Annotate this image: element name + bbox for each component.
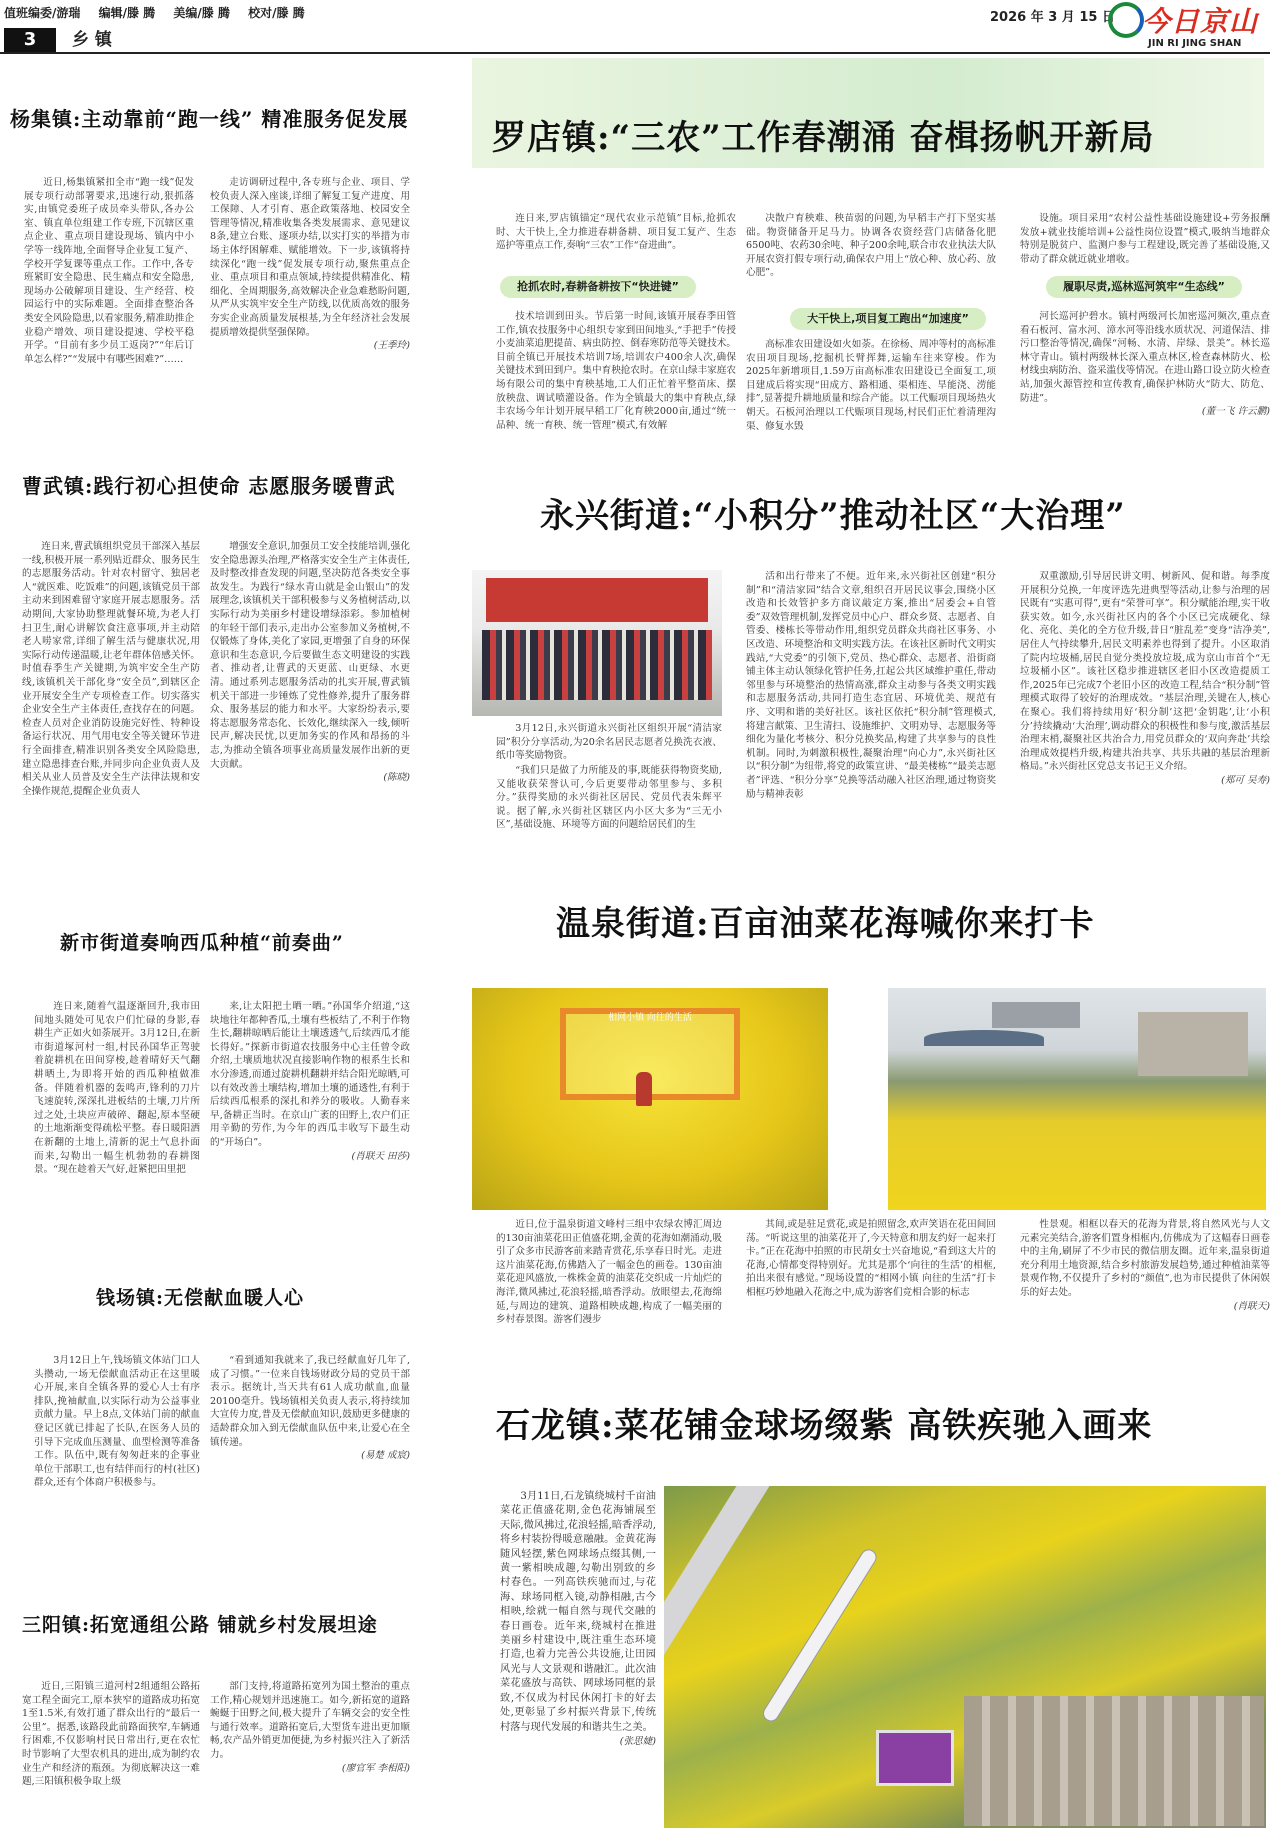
article-body (1020, 212, 1270, 274)
article-body (496, 764, 722, 858)
article-title-yongxing: 永兴街道:“小积分”推动社区“大治理” (540, 496, 1126, 536)
body-text: 近日,位于温泉街道文峰村三组中农绿农博汇周边的130亩油菜花田正值盛花期,金黄的花海如潮涌动,吸引了众多市民游客前来踏青赏花,乐享春日时光。走进这片油菜花海,仿佛踏入了一幅金色的画卷。130亩油菜花迎风盛放,一株株金黄的油菜花交织成一片灿烂的海洋,微风拂过,花浪轻摇,暗香浮动。放眼望去,花海绵延,与周边的建筑、道路相映成趣,构成了一幅美丽的乡村春景图。游客们漫步 (496, 1219, 722, 1326)
article-title-yangji: 杨集镇:主动靠前“跑一线” 精准服务促发展 (10, 107, 409, 131)
subhead: 履职尽责,巡林巡河筑牢“生态线” (1046, 276, 1242, 298)
byline: (肖联天) (1233, 1300, 1270, 1312)
byline: (廖官军 李相阳) (341, 1762, 410, 1774)
article-body (496, 1218, 722, 1342)
bullet-train (760, 1546, 880, 1724)
body-text: 性景观。相框以春天的花海为背景,将自然风光与人文元素完美结合,游客们置身相框内,仿佛成为了这幅春日画卷中的主角,刷屏了不少市民的微信朋友圈。近年来,温泉街道充分利用土地资源,结合乡村旅游发展趋势,通过种植油菜等景观作物,不仅提升了乡村的“颜值”,也为市民提供了休闲娱乐的好去处。 (1020, 1219, 1270, 1298)
article-body (496, 212, 736, 252)
body-text: 其间,或是驻足赏花,或是拍照留念,欢声笑语在花田间回荡。“听说这里的油菜花开了,今天特意和朋友约好一起来打卡。”正在花海中拍照的市民胡女士兴奋地说,“看到这大片的花海,心情都变得特别好。尤其是那个‘向往的生活’的相框,拍出来很有感觉。”现场设置的“相网小镇 向往的生活”打卡相框巧妙地融入花海之中,成为游客们竞相合影的标志 (746, 1219, 996, 1298)
article-title-sanyang: 三阳镇:拓宽通组公路 铺就乡村发展坦途 (22, 1614, 378, 1636)
subhead: 抢抓农时,春耕备耕按下“快进键” (500, 276, 696, 298)
body-text: 高标准农田建设如火如荼。在徐杨、周冲等村的高标准农田项目现场,挖掘机长臂挥舞,运输车往来穿梭。作为2025年新增项目,1.59万亩高标准农田建设已全面复工,项目建成后将实现“田成方、路相通、渠相连、旱能浇、涝能排”,显著提升耕地质量和综合产能。以工代赈项目现场热火朝天。石板河治理以工代赈项目现场,村民们正忙着清理沟渠、修复水毁 (746, 339, 996, 432)
subhead: 大干快上,项目复工跑出“加速度” (790, 308, 986, 330)
article-title-xinshi: 新市街道奏响西瓜种植“前奏曲” (60, 932, 344, 954)
article-body (746, 212, 996, 304)
red-banner (486, 578, 708, 622)
art-editor: 美编/滕 腾 (173, 6, 230, 20)
stadium-roof (924, 1030, 1044, 1046)
issue-date: 2026 年 3 月 15 日 (990, 10, 1115, 25)
body-text: 部门支持,将道路拓宽列为国土整治的重点工作,精心规划并迅速施工。如今,新拓宽的道路蜿蜒于田野之间,极大提升了车辆交会的安全性与通行效率。道路拓宽后,大型货车进出更加顺畅,农产品外销更加便捷,为乡村振兴注入了新活力。 (210, 1681, 410, 1760)
article-title-shilong: 石龙镇:菜花铺金球场缀紫 高铁疾驰入画来 (496, 1406, 1153, 1446)
body-text: “看到通知我就来了,我已经献血好几年了,成了习惯。”一位来自钱场财政分局的党员干部表示。据统计,当天共有61人成功献血,血量20100毫升。钱场镇相关负责人表示,将持续加大宣传力度,普及无偿献血知识,鼓励更多健康的适龄群众加入到无偿献血队伍中来,让爱心在全镇传递。 (210, 1355, 410, 1448)
article-body (746, 570, 996, 858)
proofreader: 校对/滕 腾 (248, 6, 305, 20)
buildings (992, 1002, 1080, 1028)
body-text: 近日,杨集镇紧扣全市“跑一线”促发展专项行动部署要求,迅速行动,狠抓落实,由镇党委班子成员牵头带队,各办公室、镇直单位组建工作专班,下沉辖区重点企业、重点项目建设现场、镇内中小学等一线阵地,全面督导企业复工复产、学校开学复课等重点工作。工作中,各专班紧盯安全隐患、民生痛点和安全隐患,现场办公破解项目建设、生产经营、校园运行中的实际难题。全面排查整治各类安全风险隐患,以看家服务,精准助推企业稳产增效、项目建设提速、学校平稳开学。“目前有多少员工返岗?”“年后订单怎么样?”“发展中有哪些困难?”…… (24, 177, 194, 365)
article-body (34, 1354, 200, 1554)
article-body (746, 338, 996, 454)
article-body (500, 1490, 656, 1826)
body-text: 活和出行带来了不便。近年来,永兴街社区创建“积分制”和“清洁家园”结合文章,组织召开居民议事会,围绕小区改造和长效管护多方商议敲定方案,推出“居委会+自管委”双效管理机制,发挥党员中心户、群众乡贤、志愿者、自管委、楼栋长等带动作用,组织党员群众共商社区事务、小区改造、环境整治和文明实践方法。在该社区新时代文明实践站,“大党委”的引领下,党员、热心群众、志愿者、沿街商铺主体主动认领绿化管护任务,扛起公共区域维护重任,带动邻里参与环境整治的热情高涨,群众主动参与各类文明实践和志愿服务活动,共同打造生态宜居、环境优美、规范有序、文明和谐的美好社区。该社区依托“积分制”管理模式,将建言献策、卫生清扫、设施维护、文明劝导、志愿服务等细化为量化考核分、积分兑换奖品,构建了共享参与的良性机制。同时,为刺激积极性,凝聚治理“向心力”,永兴街社区以“积分制”为纽带,将党的政策宣讲、“最美楼栋”“最美志愿者”评选、“积分分享”兑换等活动融入社区治理,通过物资奖励与精神表彰 (746, 571, 996, 800)
article-body (210, 1354, 410, 1554)
village-view-photo (888, 988, 1266, 1210)
byline: (张思婕) (619, 1735, 656, 1747)
body-text: 连日来,罗店镇锚定“现代农业示范镇”目标,抢抓农时、大干快上,全力推进春耕备耕、项目复工复产、生态巡护等重点工作,奏响“三农”工作“奋进曲”。 (496, 213, 736, 252)
body-text: 来,让太阳把土晒一晒。”孙国华介绍道,“这块地往年都种香瓜,土壤有些板结了,不利于作物生长,翻耕晾晒后能让土壤透透气,后续西瓜才能长得好。”探新市街道农技服务中心主任曾令政介绍,土壤质地状况直接影响作物的根系生长和水分渗透,而通过旋耕机翻耕并结合阳光晾晒,可以有效改善土壤结构,增加土壤的通透性,有利于后续西瓜根系的深扎和养分的吸收。人勤春来早,备耕正当时。在京山广袤的田野上,农户们正用辛勤的劳作,为今年的西瓜丰收写下最生动的“开场白”。 (210, 1001, 410, 1148)
body-text: 设施。项目采用“农村公益性基础设施建设+劳务报酬发放+就业技能培训+公益性岗位设置”模式,吸纳当地群众特别是脱贫户、监测户参与工程建设,既完善了基础设施,又带动了群众就近就业增收。 (1020, 213, 1270, 265)
article-body (22, 540, 200, 885)
byline: (董一飞 许云鹏) (1201, 406, 1270, 418)
article-body (1020, 310, 1270, 458)
article-body (1020, 1218, 1270, 1342)
article-body (1020, 570, 1270, 858)
body-text: 连日来,曹武镇组织党员干部深入基层一线,积极开展一系列贴近群众、服务民生的志愿服务活动。针对农村留守、独居老人“就医难、吃饭难”的问题,该镇党员干部主动来到困难留守家庭开展志愿服务。活动期间,大家协助整理就餐环境,为老人打扫卫生,耐心讲解饮食注意事项,并主动陪老人唠家常,详细了解生活与健康状况,用实际行动传递温暖,让老年群体倍感关怀。时值春季生产关键期,为筑牢安全生产防线,该镇机关干部化身“安全员”,到辖区企业开展安全生产专项检查工作。切实落实企业安全生产主体责任,查找存在的问题。检查人员对企业消防设施完好性、特种设备运行状况、用气用电安全等关键环节进行全面排查,精准识别各类安全风险隐患,建立隐患排查台账,并同步向企业负责人及相关从业人员普及安全生产法律法规和安全操作规范,提醒企业负责人 (22, 541, 200, 797)
tennis-court (876, 1730, 954, 1786)
body-text: 3月12日上午,钱场镇文体站门口人头攒动,一场无偿献血活动正在这里暖心开展,来自全镇各界的爱心人士有序排队,挽袖献血,以实际行动为公益事业贡献力量。早上8点,文体站门前的献血登记区就已排起了长队,在医务人员的引导下完成血压测量、血型检测等准备工作。队伍中,既有匆匆赶来的企事业单位干部职工,也有结伴而行的村(社区)群众,还有个体商户积极参与。 (34, 1355, 200, 1489)
article-body (496, 310, 736, 454)
byline: (易楚 成宸) (361, 1450, 410, 1462)
article-title-caoshi: 曹武镇:践行初心担使命 志愿服务暖曹武 (22, 474, 396, 498)
article-body (24, 176, 194, 412)
group-people (482, 630, 712, 700)
body-text: 走访调研过程中,各专班与企业、项目、学校负责人深入座谈,详细了解复工复产进度、用工保障、人才引育、惠企政策落地、校园安全管理等情况,精准收集各类发展需求、意见建议8条,建立台账、逐项办结,以实打实的举措为市场主体纾困解难、赋能增效。下一步,该镇将持续深化“跑一线”促发展专项行动,聚焦重点企业、重点项目和重点领域,持续提供精准化、精细化、全周期服务,高效解决企业急难愁盼问题,从严从实筑牢安全生产防线,以优质高效的服务夯实企业高质量发展根基,为全年经济社会发展提质增效提供坚强保障。 (210, 177, 410, 338)
duty-editor: 值班编委/游瑞 (4, 6, 81, 20)
body-text: 连日来,随着气温逐渐回升,我市田间地头随处可见农户们忙碌的身影,春耕生产正如火如荼展开。3月12日,在新市街道塚河村一组,村民孙国华正驾驶着旋耕机在田间穿梭,趁着晴好天气翻耕晒土,为即将开始的西瓜种植做准备。伴随着机器的轰鸣声,锋利的刀片飞速旋转,深深扎进板结的土壤,刀片所过之处,土块应声破碎、翻起,原本坚硬的土地渐渐变得疏松平整。春日暖阳洒在新翻的土地上,清新的泥土气息扑面而来,勾勒出一幅生机勃勃的春耕图景。“现在趁着天气好,赶紧把田里把 (34, 1001, 200, 1176)
byline: (郑可 吴寿) (1221, 774, 1270, 786)
editor-credits (4, 4, 319, 21)
body-text: 技术培训到田头。节后第一时间,该镇开展春季田管工作,镇农技服务中心组织专家到田间地头,“手把手”传授小麦油菜追肥提苗、病虫防控、倒春寒防范等关键技术。目前全镇已开展技术培训7场,培训农户400余人次,确保关键技术到田到户。集中育秧抢农时。在京山绿丰家庭农场有限公司的集中育秧基地,工人们正忙着平整苗床、摆放秧盘、调试喷灌设备。作为全镇最大的集中育秧点,绿丰农场今年计划开展早稻工厂化育秧2000亩,通过“统一品种、统一育秧、统一管理”模式,有效解 (496, 311, 736, 431)
logo-cn: 今日京山 (1142, 5, 1259, 38)
body-text: 双重激励,引导居民讲文明、树新风、促和谐。每季度开展积分兑换,一年度评选先进典型等活动,让参与治理的居民既有“实惠可得”,更有“荣誉可享”。积分赋能治理,实干收获实效。如今,永兴街社区内的各个小区已完成硬化、绿化、亮化、美化的全方位升级,昔日“脏乱差”变身“洁净美”,居住人气持续攀升,居民文明素养也得到了提升。小区取消了院内垃圾桶,居民自觉分类投放垃圾,成为京山市首个“无垃圾桶小区”。该社区稳步推进辖区老旧小区改造提质工作,2025年已完成7个老旧小区的改造工程,结合“积分制”管理模式取得了较好的治理成效。“基层治理,关键在人,核心在聚心。我们将持续用好‘积分制’这把‘金钥匙’,让‘小积分’持续撬动‘大治理’,调动群众的积极性和参与度,激活基层治理末梢,凝聚社区共治合力,用党员群众的‘双向奔赴’共绘治理成效提档升级,构建共治共享、共乐共融的基层治理新格局。”永兴街社区党总支书记王义介绍。 (1020, 571, 1270, 773)
article-body (210, 176, 410, 412)
page-bar (0, 28, 1270, 54)
byline: (王季玲) (373, 340, 410, 352)
article-title-luodian: 罗店镇:“三农”工作春潮涌 奋楫扬帆开新局 (492, 118, 1155, 158)
logo-en: JIN RI JING SHAN (1148, 38, 1242, 49)
rapeseed-field-photo (472, 988, 828, 1210)
page-number: 3 (4, 28, 56, 52)
railway-track (664, 1486, 870, 1681)
article-title-qianchang: 钱场镇:无偿献血暖人心 (96, 1287, 305, 1309)
article-body (22, 1680, 200, 1828)
body-text: 3月11日,石龙镇绕城村千亩油菜花正值盛花期,金色花海铺展至天际,微风拂过,花浪轻摇,暗香浮动,将乡村装扮得暖意融融。金黄花海随风轻摆,紫色网球场点缀其侧,一黄一紫相映成趣,勾勒出别致的乡村春色。一列高铁疾驰而过,与花海、球场同框入镜,动静相融,古今相映,绘就一幅自然与现代交融的春日画卷。近年来,绕城村在推进美丽乡村建设中,既注重生态环境打造,也着力完善公共设施,让田园风光与人文景观和谐融汇。此次油菜花盛放与高铁、网球场同框的景致,不仅成为村民休闲打卡的好去处,更彰显了乡村振兴背景下,传统村落与现代发展的和谐共生之美。 (500, 1491, 656, 1733)
article-body (210, 540, 410, 885)
masthead (0, 0, 1280, 60)
article-body (34, 1000, 200, 1240)
volunteers-photo (472, 570, 722, 716)
body-text: 河长巡河护碧水。镇村两级河长加密巡河频次,重点查看石板河、富水河、漳水河等沿线水质状况、河道保洁、排污口整治等情况,确保“河畅、水清、岸绿、景美”。林长巡林守青山。镇村两级林长深入重点林区,检查森林防火、松材线虫病防治、盗采滥伐等情况。在进山路口设立防火检查站,加强火源管控和宣传教育,确保护林防火“防大、防危、防进”。 (1020, 311, 1270, 404)
article-body (746, 1218, 996, 1342)
village-houses (964, 1696, 1264, 1826)
body-text: 增强安全意识,加强员工安全技能培训,强化安全隐患源头治理,严格落实安全生产主体责任,及时整改排查发现的问题,坚决防范各类安全事故发生。为践行“绿水青山就是金山银山”的发展理念,该镇机关干部积极参与义务植树活动,以实际行动为美丽乡村建设增绿添彩。参加植树的年轻干部们表示,走出办公室参加义务植树,不仅锻炼了身体,美化了家园,更增强了自身的环保意识和生态意识,今后要做生态文明建设的实践者、推动者,让曹武的天更蓝、山更绿、水更清。通过系列志愿服务活动的扎实开展,曹武镇机关干部进一步锤炼了党性修养,提升了服务群众、服务基层的能力和水平。大家纷纷表示,要将志愿服务常态化、长效化,继续深入一线,倾听民声,解决民忧,以更加务实的作风和昂扬的斗志,为推动全镇各项事业高质量发展作出新的更大贡献。 (210, 541, 410, 770)
byline: (陈晓) (383, 772, 410, 784)
photo-caption (496, 722, 722, 762)
article-title-wenquan: 温泉街道:百亩油菜花海喊你来打卡 (556, 904, 1095, 944)
editor: 编辑/滕 腾 (98, 6, 156, 20)
byline: (肖联天 田莎) (351, 1150, 410, 1162)
article-body (210, 1000, 410, 1240)
body-text: 决散户育秧难、秧苗弱的问题,为早稻丰产打下坚实基础。物资储备开足马力。协调各农资经营门店储备化肥6500吨、农药30余吨、种子200余吨,联合市农业执法大队开展农资打假专项行动,确保农户用上“放心种、放心药、放心肥”。 (746, 213, 996, 279)
visitor-figure (636, 1072, 652, 1106)
houses (1138, 1012, 1248, 1076)
article-body (210, 1680, 410, 1828)
frame-text: 相网小镇 向往的生活 (608, 1013, 692, 1023)
body-text: “我们只是做了力所能及的事,既能获得物资奖励,又能收获荣誉认可,今后更要带动邻里参与、多积分。”获得奖励的永兴街社区居民、党员代表朱辉平说。据了解,永兴街社区辖区内小区大多为“三无小区”,基础设施、环境等方面的问题给居民们的生 (496, 765, 722, 831)
high-speed-rail-photo (664, 1486, 1266, 1828)
page-section: 乡 镇 (72, 30, 112, 50)
caption-text: 3月12日,永兴街道永兴街社区组织开展“清洁家园”积分分享活动,为20余名居民志愿者兑换洗衣液、纸巾等奖励物资。 (496, 723, 722, 762)
body-text: 近日,三阳镇三道河村2组通组公路拓宽工程全面完工,原本狭窄的道路成功拓宽1至1.5米,有效打通了群众出行的“最后一公里”。据悉,该路段此前路面狭窄,车辆通行困难,不仅影响村民日常出行,更在农忙时节影响了大型农机具的进出,成为制约农业生产和经济的瓶颈。为彻底解决这一难题,三阳镇积极争取上级 (22, 1681, 200, 1788)
